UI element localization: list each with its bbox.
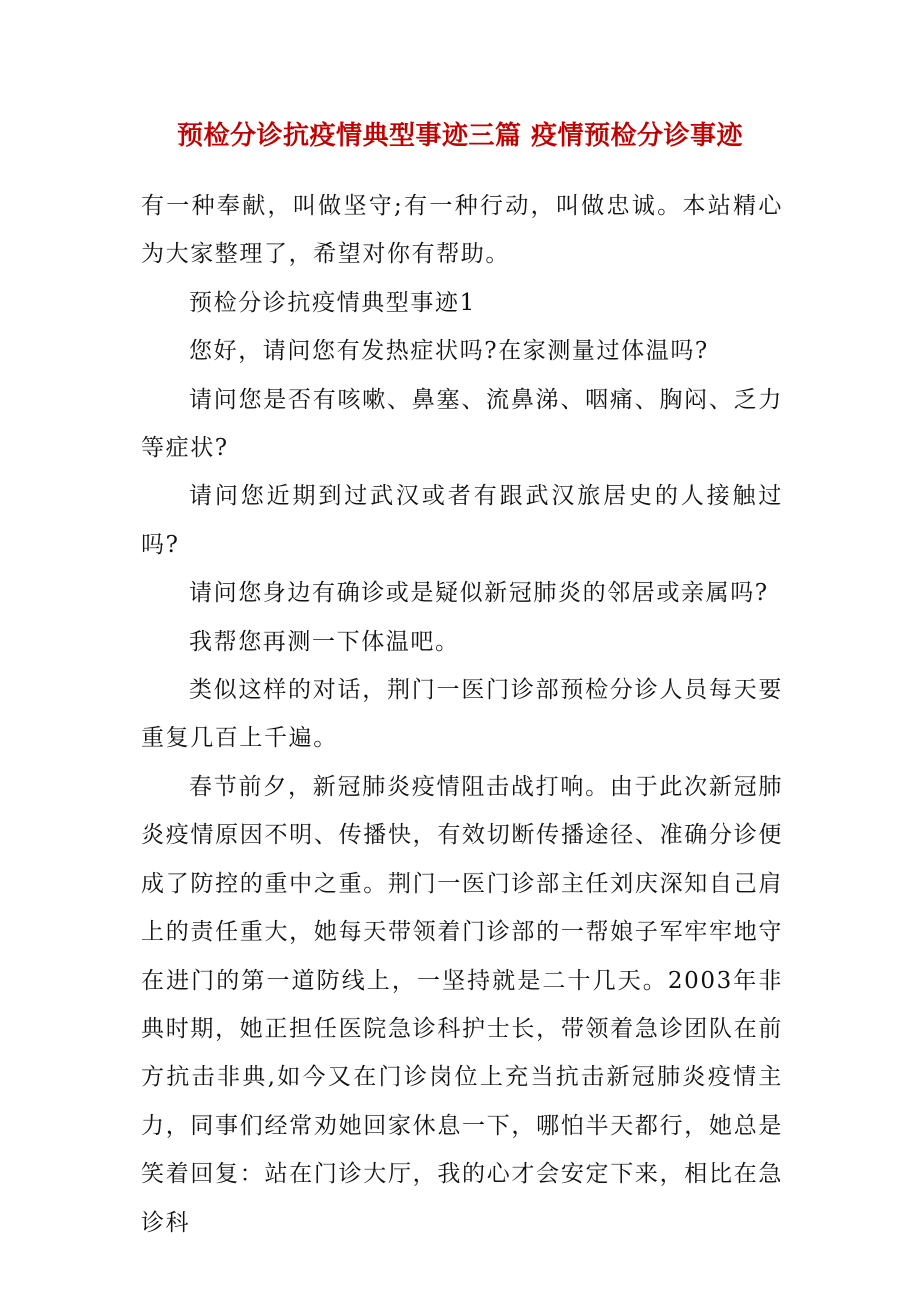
document-body: [141, 182, 783, 1247]
dialogue-line: 请问您是否有咳嗽、鼻塞、流鼻涕、咽痛、胸闷、乏力等症状?: [141, 386, 783, 462]
dialogue-line: 请问您身边有确诊或是疑似新冠肺炎的邻居或亲属吗?: [189, 580, 769, 607]
body-paragraph: 类似这样的对话，荆门一医门诊部预检分诊人员每天要重复几百上千遍。: [141, 677, 783, 752]
dialogue-line: 请问您近期到过武汉或者有跟武汉旅居史的人接触过吗?: [141, 483, 783, 558]
dialogue-line: 您好，请问您有发热症状吗?在家测量过体温吗?: [189, 338, 709, 365]
document-title: 预检分诊抗疫情典型事迹三篇 疫情预检分诊事迹: [176, 121, 744, 151]
body-paragraph: 春节前夕，新冠肺炎疫情阻击战打响。由于此次新冠肺炎疫情原因不明、传播快，有效切断传播途径、准确分诊便成了防控的重中之重。荆门一医门诊部主任刘庆深知自己肩上的责任重大，她每天带领着门诊部的一帮娘子军牢牢地守在进门的第一道防线上，一坚持就是二十几天。2003年非典时期，她正担任医院急诊科护士长，带领着急诊团队在前方抗击非典,如今又在门诊岗位上充当抗击新冠肺炎疫情主力，同事们经常劝她回家休息一下，哪怕半天都行，她总是笑着回复：站在门诊大厅，我的心才会安定下来，相比在急诊科: [141, 773, 783, 1236]
intro-paragraph: 有一种奉献，叫做坚守;有一种行动，叫做忠诚。本站精心为大家整理了，希望对你有帮助。: [141, 193, 783, 268]
dialogue-line: 我帮您再测一下体温吧。: [189, 628, 460, 655]
section-heading: 预检分诊抗疫情典型事迹1: [189, 289, 476, 316]
